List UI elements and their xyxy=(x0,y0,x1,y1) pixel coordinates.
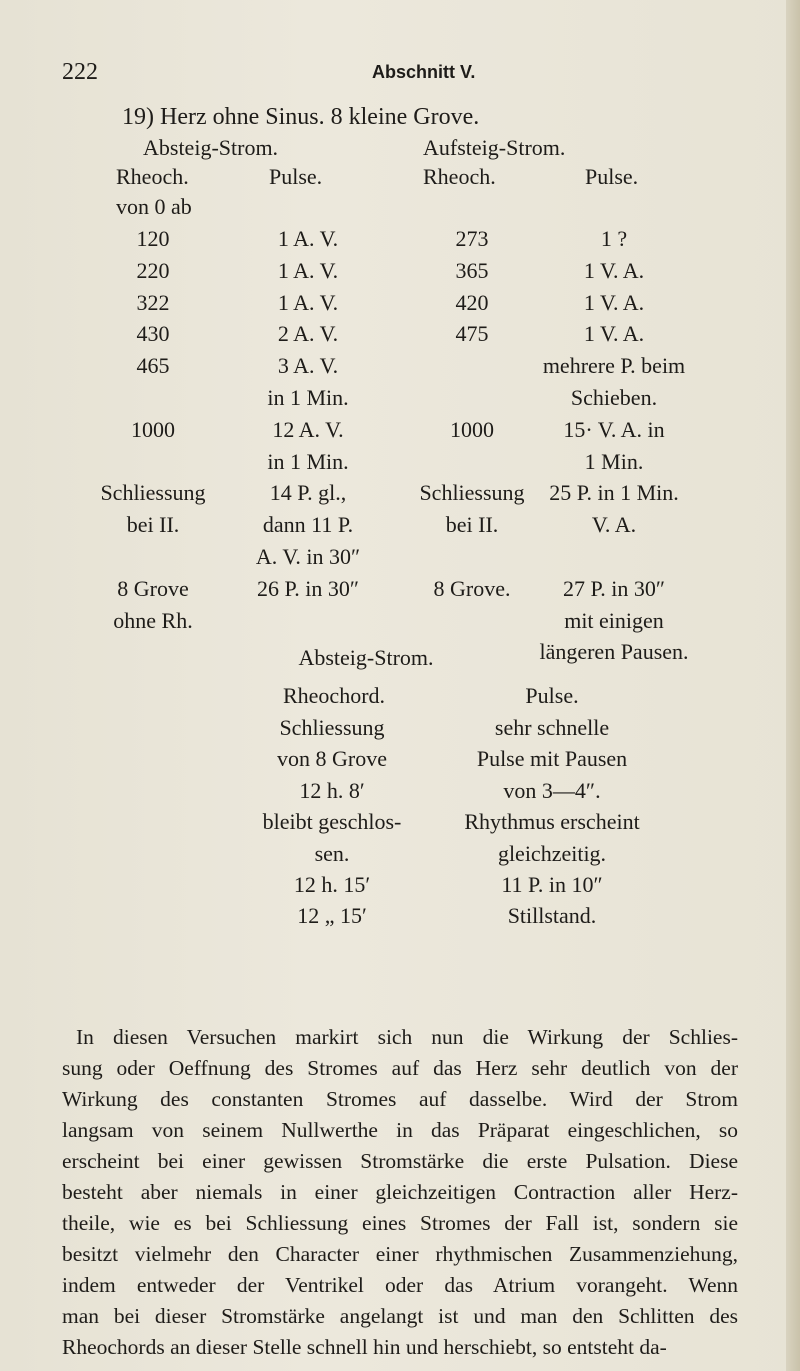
body-paragraph xyxy=(62,1022,738,1363)
table-cell: 365 xyxy=(455,257,489,283)
table-cell: 25 P. in 1 Min. xyxy=(549,480,679,506)
table-cell: 1 V. A. xyxy=(583,289,645,315)
paragraph-line: Wirkung des constanten Stromes auf dasselbe. Wird der Strom xyxy=(62,1087,738,1111)
paragraph-line: besitzt vielmehr den Character einer rhythmischen Zusammenziehung, xyxy=(62,1242,738,1266)
second-head-pulse: Pulse. xyxy=(525,683,579,708)
second-table-cell: 12 h. 15′ xyxy=(293,872,371,897)
table-cell: 220 xyxy=(136,257,170,283)
paragraph-line: erscheint bei einer gewissen Stromstärke die erste Pulsation. Diese xyxy=(62,1149,738,1173)
table-cell: mehrere P. beim xyxy=(542,353,686,379)
col-head-rheoch-left: Rheoch. xyxy=(116,164,189,189)
table-cell: in 1 Min. xyxy=(267,448,349,474)
table-cell: 8 Grove xyxy=(117,575,189,601)
table-cell: 1 A. V. xyxy=(277,289,339,315)
page-number: 222 xyxy=(62,59,98,85)
left-group-heading: Absteig-Strom. xyxy=(143,135,279,160)
table-cell: 2 A. V. xyxy=(277,321,339,347)
paragraph-line: langsam von seinem Nullwerthe in das Präparat eingeschlichen, so xyxy=(62,1118,738,1142)
paragraph-line: Rheochords an dieser Stelle schnell hin und herschiebt, so entsteht da- xyxy=(62,1335,667,1359)
table-cell: 26 P. in 30″ xyxy=(256,575,360,601)
table-cell: 120 xyxy=(136,226,170,251)
paragraph-line: theile, wie es bei Schliessung eines Stromes der Fall ist, sondern sie xyxy=(62,1211,738,1235)
second-table-cell: Stillstand. xyxy=(507,903,597,929)
table-cell: mit einigen xyxy=(564,607,664,633)
table-cell: V. A. xyxy=(591,512,637,538)
table-cell: 1 ? xyxy=(600,226,628,251)
second-head-rheochord: Rheochord. xyxy=(282,683,386,708)
table-cell: 1 V. A. xyxy=(583,257,645,283)
table-cell: 1000 xyxy=(450,416,494,442)
table-cell: 1 V. A. xyxy=(583,321,645,347)
second-table-cell: von 8 Grove xyxy=(277,746,387,772)
table-cell: A. V. in 30″ xyxy=(255,544,361,569)
second-table-cell: Pulse mit Pausen xyxy=(476,746,628,772)
left-subheading: von 0 ab xyxy=(116,194,192,219)
second-table-cell: sen. xyxy=(314,840,350,866)
table-cell: 430 xyxy=(136,321,170,347)
second-table-cell: Schliessung xyxy=(279,715,385,740)
right-group-heading: Aufsteig-Strom. xyxy=(423,135,566,160)
table-cell: 27 P. in 30″ xyxy=(562,575,666,601)
table-cell: 465 xyxy=(136,353,170,379)
second-table-cell: 12 h. 8′ xyxy=(299,777,365,803)
table-cell: 1 A. V. xyxy=(277,226,339,251)
second-table-cell: 11 P. in 10″ xyxy=(501,872,603,897)
table-cell: 12 A. V. xyxy=(272,416,344,442)
table-cell: Schliessung xyxy=(419,480,525,506)
experiment-title: 19) Herz ohne Sinus. 8 kleine Grove. xyxy=(122,104,480,130)
table-cell: 8 Grove. xyxy=(433,575,511,601)
col-head-pulse-right: Pulse. xyxy=(585,164,639,189)
col-head-pulse-left: Pulse. xyxy=(269,164,323,189)
second-table-cell: sehr schnelle xyxy=(494,715,610,740)
second-title: Absteig-Strom. xyxy=(298,645,434,670)
page-edge xyxy=(786,0,800,1371)
table-cell: 1 Min. xyxy=(584,448,644,474)
paragraph-line: man bei dieser Stromstärke angelangt ist und man den Schlitten des xyxy=(62,1304,738,1328)
table-cell: 14 P. gl., xyxy=(269,480,347,506)
running-head: Abschnitt V. xyxy=(372,62,476,82)
table-cell: ohne Rh. xyxy=(113,607,193,633)
col-head-rheoch-right: Rheoch. xyxy=(423,164,496,189)
table-cell: 3 A. V. xyxy=(277,353,339,379)
second-table-cell: Rhythmus erscheint xyxy=(464,809,640,835)
paragraph-line: In diesen Versuchen markirt sich nun die Wirkung der Schlies- xyxy=(76,1025,738,1049)
second-table-cell: von 3—4″. xyxy=(503,777,601,803)
table-cell: längeren Pausen. xyxy=(539,639,689,665)
table-cell: 15· V. A. in xyxy=(563,416,665,442)
table-cell: Schliessung xyxy=(100,480,206,506)
table-cell: Schieben. xyxy=(570,385,658,410)
second-table-cell: gleichzeitig. xyxy=(497,840,607,866)
second-table-cell: 12 „ 15′ xyxy=(297,903,367,929)
table-cell: 475 xyxy=(455,321,489,347)
table-cell: 1000 xyxy=(131,416,175,442)
table-cell: bei II. xyxy=(126,512,180,538)
table-cell: 1 A. V. xyxy=(277,257,339,283)
second-table-cell: bleibt geschlos- xyxy=(262,809,402,835)
table-cell: in 1 Min. xyxy=(267,385,349,410)
paragraph-line: besteht aber niemals in einer gleichzeitigen Contraction aller Herz- xyxy=(62,1180,738,1204)
table-cell: 273 xyxy=(455,226,489,251)
table-cell: bei II. xyxy=(445,512,499,538)
table-cell: 322 xyxy=(136,289,170,315)
table-cell: dann 11 P. xyxy=(262,512,354,538)
table-cell: 420 xyxy=(455,289,489,315)
paragraph-line: sung oder Oeffnung des Stromes auf das Herz sehr deutlich von der xyxy=(62,1056,738,1080)
paragraph-line: indem entweder der Ventrikel oder das Atrium vorangeht. Wenn xyxy=(62,1273,738,1297)
